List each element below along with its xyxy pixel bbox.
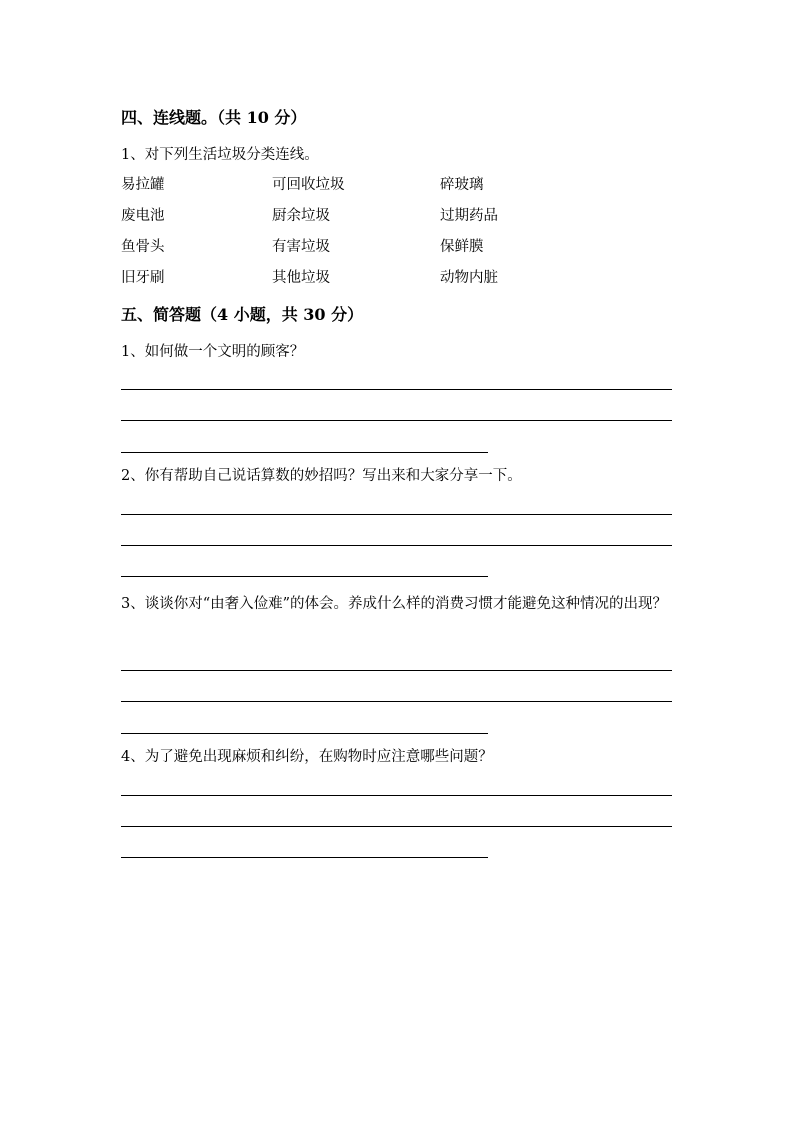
match-item-col3-1: 碎玻璃: [440, 177, 484, 193]
answer-line: [121, 670, 672, 671]
answer-line: [121, 733, 488, 734]
answer-line: [121, 576, 488, 577]
match-item-col3-2: 过期药品: [440, 208, 498, 224]
match-item-col2-1: 可回收垃圾: [272, 177, 345, 193]
answer-line: [121, 389, 672, 390]
match-item-col2-4: 其他垃圾: [272, 270, 330, 286]
match-item-col3-3: 保鲜膜: [440, 239, 484, 255]
section5-question-4: 4、为了避免出现麻烦和纠纷，在购物时应注意哪些问题？: [121, 749, 493, 765]
match-item-col2-3: 有害垃圾: [272, 239, 330, 255]
match-item-col1-1: 易拉罐: [121, 177, 165, 193]
section5-question-1: 1、如何做一个文明的顾客？: [121, 344, 305, 360]
answer-line: [121, 545, 672, 546]
answer-line: [121, 420, 672, 421]
answer-line: [121, 795, 672, 796]
match-item-col1-3: 鱼骨头: [121, 239, 165, 255]
answer-line: [121, 452, 488, 453]
match-item-col1-4: 旧牙刷: [121, 270, 165, 286]
answer-line: [121, 826, 672, 827]
match-item-col2-2: 厨余垃圾: [272, 208, 330, 224]
answer-line: [121, 857, 488, 858]
answer-line: [121, 514, 672, 515]
match-item-col3-4: 动物内脏: [440, 270, 498, 286]
section5-question-2: 2、你有帮助自己说话算数的妙招吗？写出来和大家分享一下。: [121, 468, 522, 484]
section4-question-1: 1、对下列生活垃圾分类连线。: [121, 147, 319, 163]
section4-title: 四、连线题。（共 10 分）: [121, 108, 307, 127]
match-item-col1-2: 废电池: [121, 208, 165, 224]
section5-title: 五、简答题（4 小题，共 30 分）: [121, 305, 364, 324]
answer-line: [121, 701, 672, 702]
section5-question-3: 3、谈谈你对“由奢入俭难”的体会。养成什么样的消费习惯才能避免这种情况的出现？: [121, 596, 668, 612]
